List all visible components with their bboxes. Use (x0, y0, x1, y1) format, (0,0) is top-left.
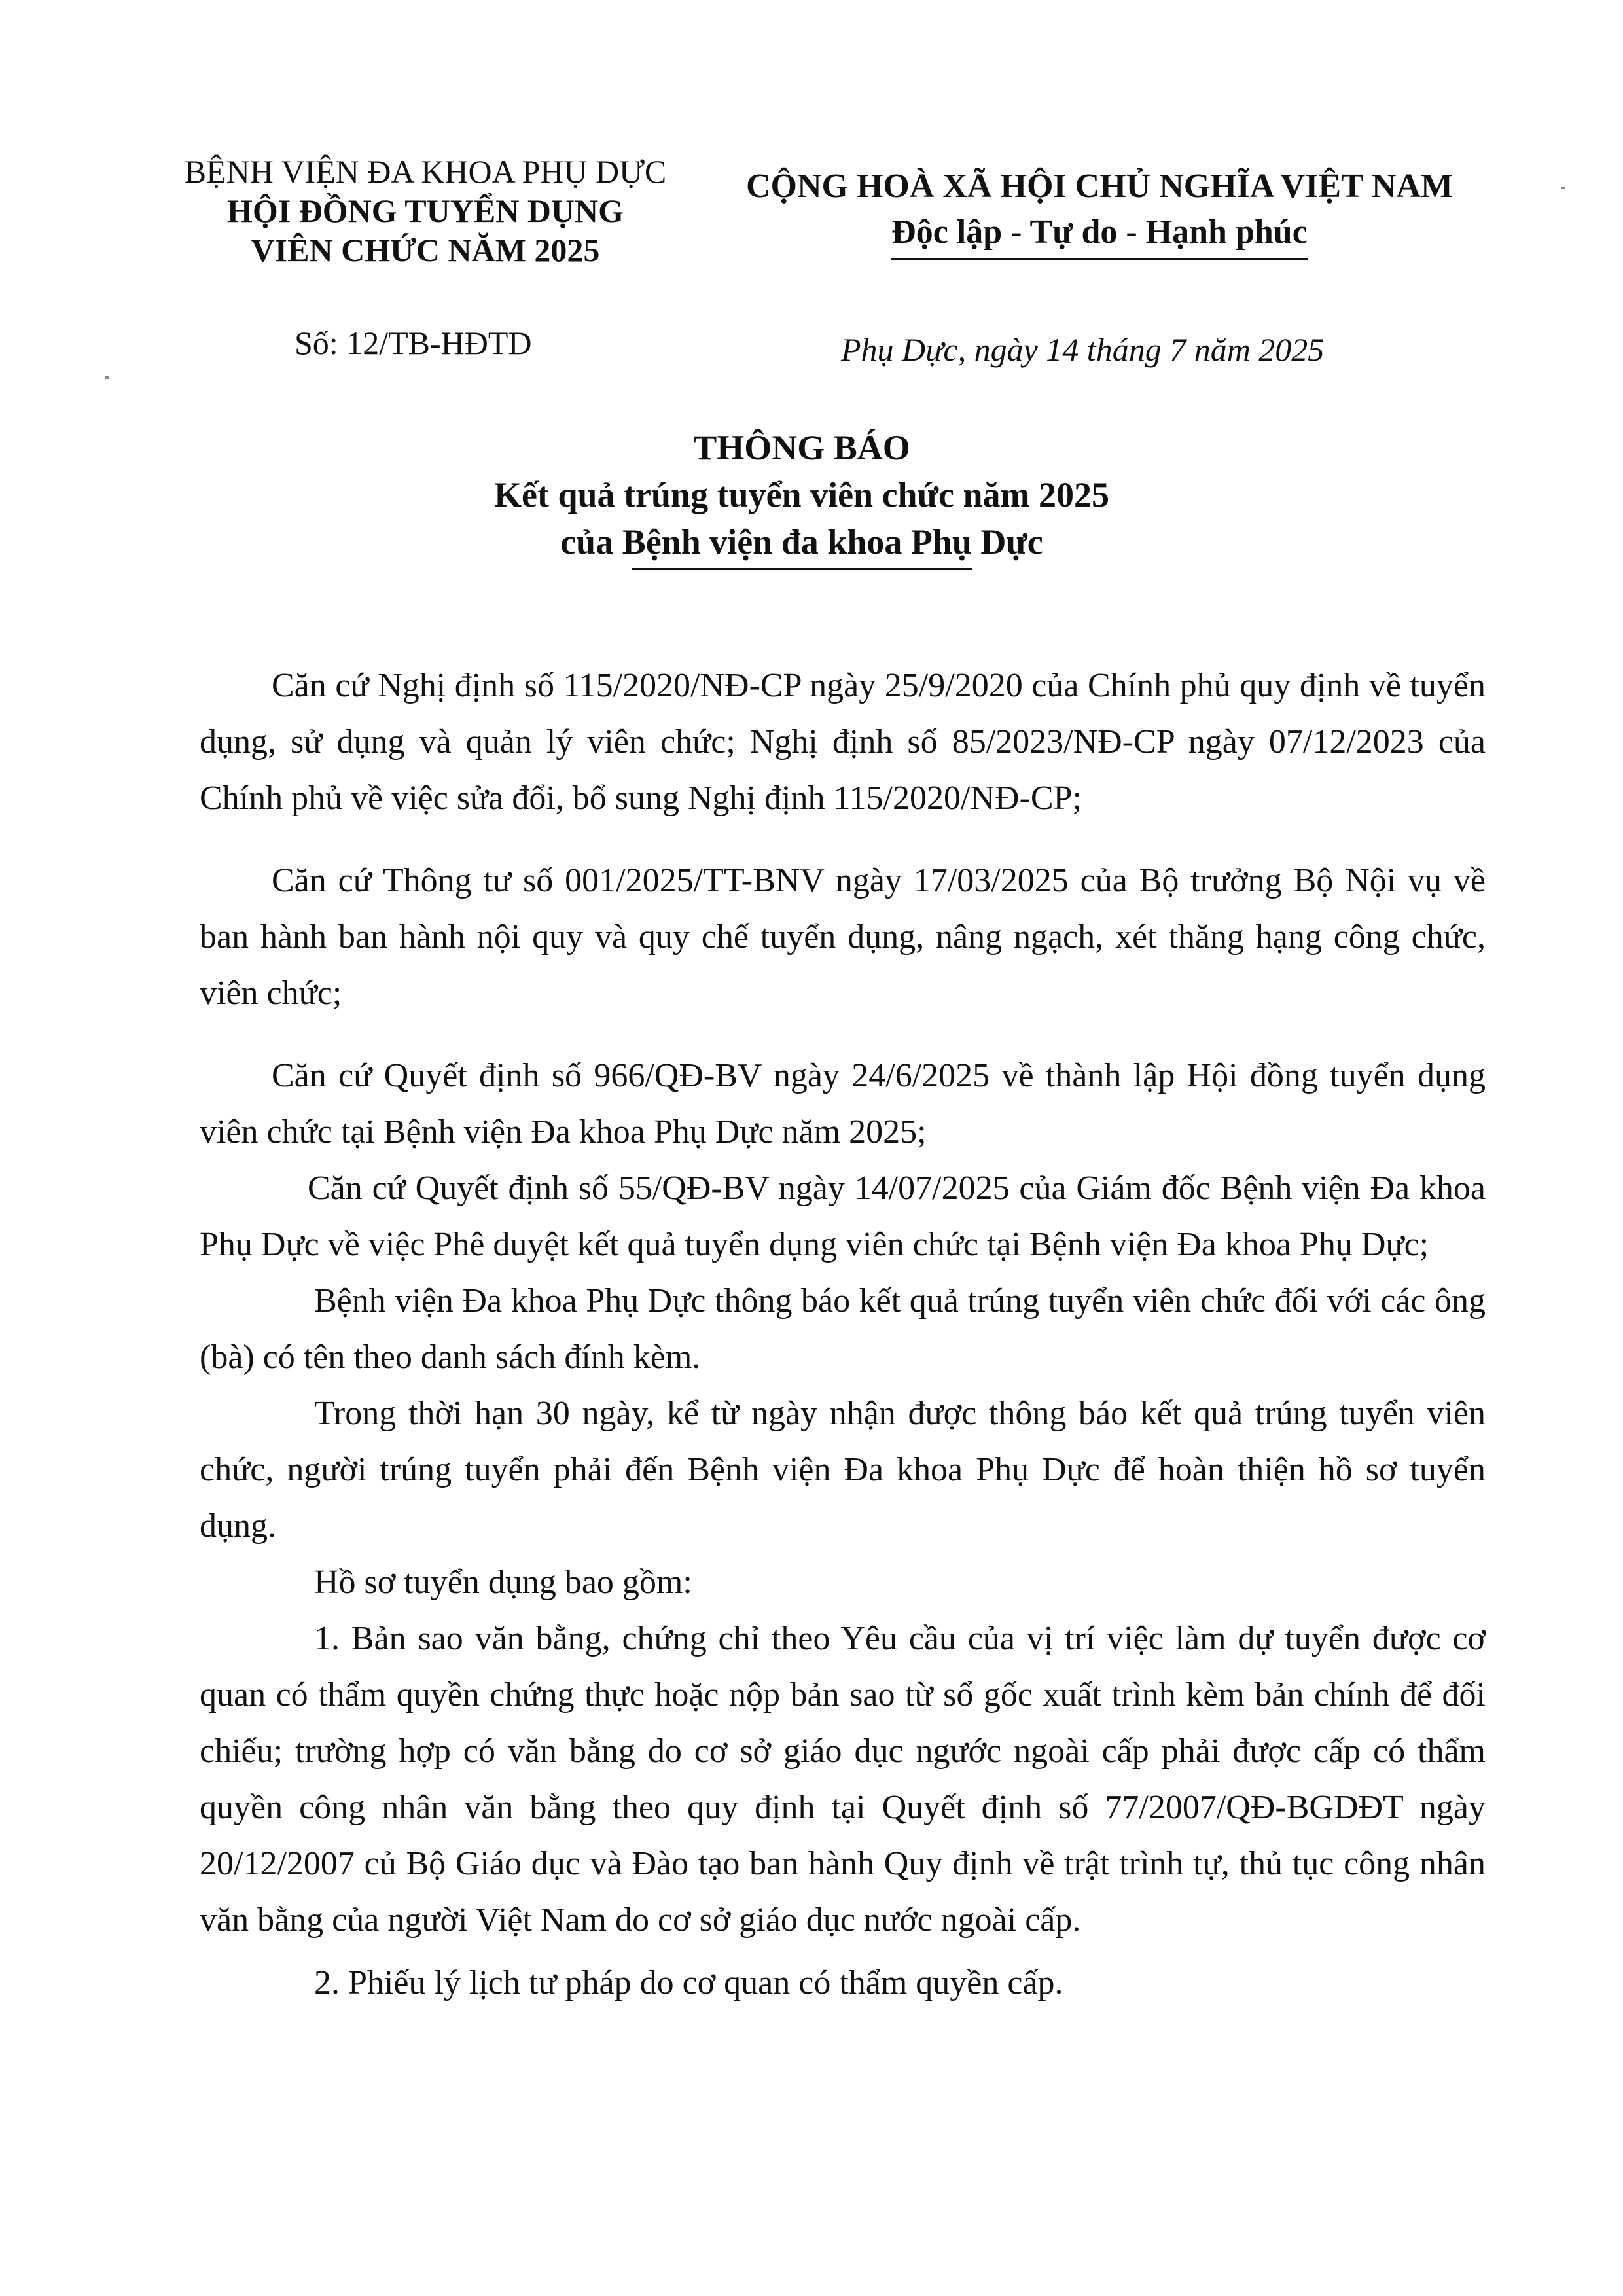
title-subtitle-line2: của Bệnh viện đa khoa Phụ Dực (560, 522, 1043, 562)
legal-basis-paragraph-1: Căn cứ Nghị định số 115/2020/NĐ-CP ngày 25/9/2020 của Chính phủ quy định về tuyển dụng, sử dụng và quản lý viên chức; Nghị định số 85/2023/NĐ-CP ngày 07/12/2023 của Chính phủ về việc sửa đổi, bổ sung Nghị định 115/2020/NĐ-CP; (200, 667, 1486, 817)
scan-speck (105, 376, 109, 379)
issuing-agency-header (131, 152, 720, 270)
place-and-date: Phụ Dực, ngày 14 tháng 7 năm 2025 (841, 331, 1325, 368)
dossier-item-2: 2. Phiếu lý lịch tư pháp do cơ quan có thẩm quyền cấp. (314, 1964, 1063, 2001)
title-underline (632, 568, 972, 570)
title-heading: THÔNG BÁO (693, 428, 910, 467)
nation-name: CỘNG HOÀ XÃ HỘI CHỦ NGHĨA VIỆT NAM (745, 168, 1454, 205)
document-title (196, 424, 1407, 570)
document-number: Số: 12/TB-HĐTD (294, 325, 532, 361)
hospital-name: BỆNH VIỆN ĐA KHOA PHỤ DỰC (184, 153, 667, 190)
scan-speck (1561, 187, 1565, 189)
document-body (200, 658, 1486, 2011)
legal-basis-paragraph-3: Căn cứ Quyết định số 966/QĐ-BV ngày 24/6/2025 về thành lập Hội đồng tuyển dụng viên chức tại Bệnh viện Đa khoa Phụ Dực năm 2025; (200, 1057, 1486, 1151)
deadline-paragraph: Trong thời hạn 30 ngày, kể từ ngày nhận được thông báo kết quả trúng tuyển viên chức, người trúng tuyển phải đến Bệnh viện Đa khoa Phụ Dực để hoàn thiện hồ sơ tuyển dụng. (200, 1395, 1486, 1545)
title-subtitle-line1: Kết quả trúng tuyển viên chức năm 2025 (494, 475, 1109, 514)
council-name-line2: VIÊN CHỨC NĂM 2025 (251, 232, 600, 268)
dossier-item-1: 1. Bản sao văn bằng, chứng chỉ theo Yêu cầu của vị trí việc làm dự tuyển được cơ quan có thẩm quyền chứng thực hoặc nộp bản sao từ sổ gốc xuất trình kèm bản chính để đối chiếu; trường hợp có văn bằng do cơ sở giáo dục ngước ngoài cấp phải được cấp có thẩm quyền công nhân văn bằng theo quy định tại Quyết định số 77/2007/QĐ-BGDĐT ngày 20/12/2007 củ Bộ Giáo dục và Đào tạo ban hành Quy định về trật trình tự, thủ tục công nhân văn bằng của người Việt Nam do cơ sở giáo dục nước ngoài cấp. (200, 1620, 1486, 1939)
dossier-intro: Hồ sơ tuyển dụng bao gồm: (314, 1564, 692, 1601)
announcement-paragraph: Bệnh viện Đa khoa Phụ Dực thông báo kết quả trúng tuyển viên chức đối với các ông (bà) có tên theo danh sách đính kèm. (200, 1282, 1486, 1376)
council-name-line1: HỘI ĐỒNG TUYỂN DỤNG (226, 192, 624, 229)
national-motto: Độc lập - Tự do - Hạnh phúc (891, 209, 1308, 260)
legal-basis-paragraph-4: Căn cứ Quyết định số 55/QĐ-BV ngày 14/07/2025 của Giám đốc Bệnh viện Đa khoa Phụ Dực về việc Phê duyệt kết quả tuyển dụng viên chức tại Bệnh viện Đa khoa Phụ Dực; (200, 1170, 1486, 1263)
legal-basis-paragraph-2: Căn cứ Thông tư số 001/2025/TT-BNV ngày 17/03/2025 của Bộ trưởng Bộ Nội vụ về ban hành ban hành nội quy và quy chế tuyển dụng, nâng ngạch, xét thăng hạng công chức, viên chức; (200, 862, 1486, 1012)
national-header (726, 164, 1472, 260)
